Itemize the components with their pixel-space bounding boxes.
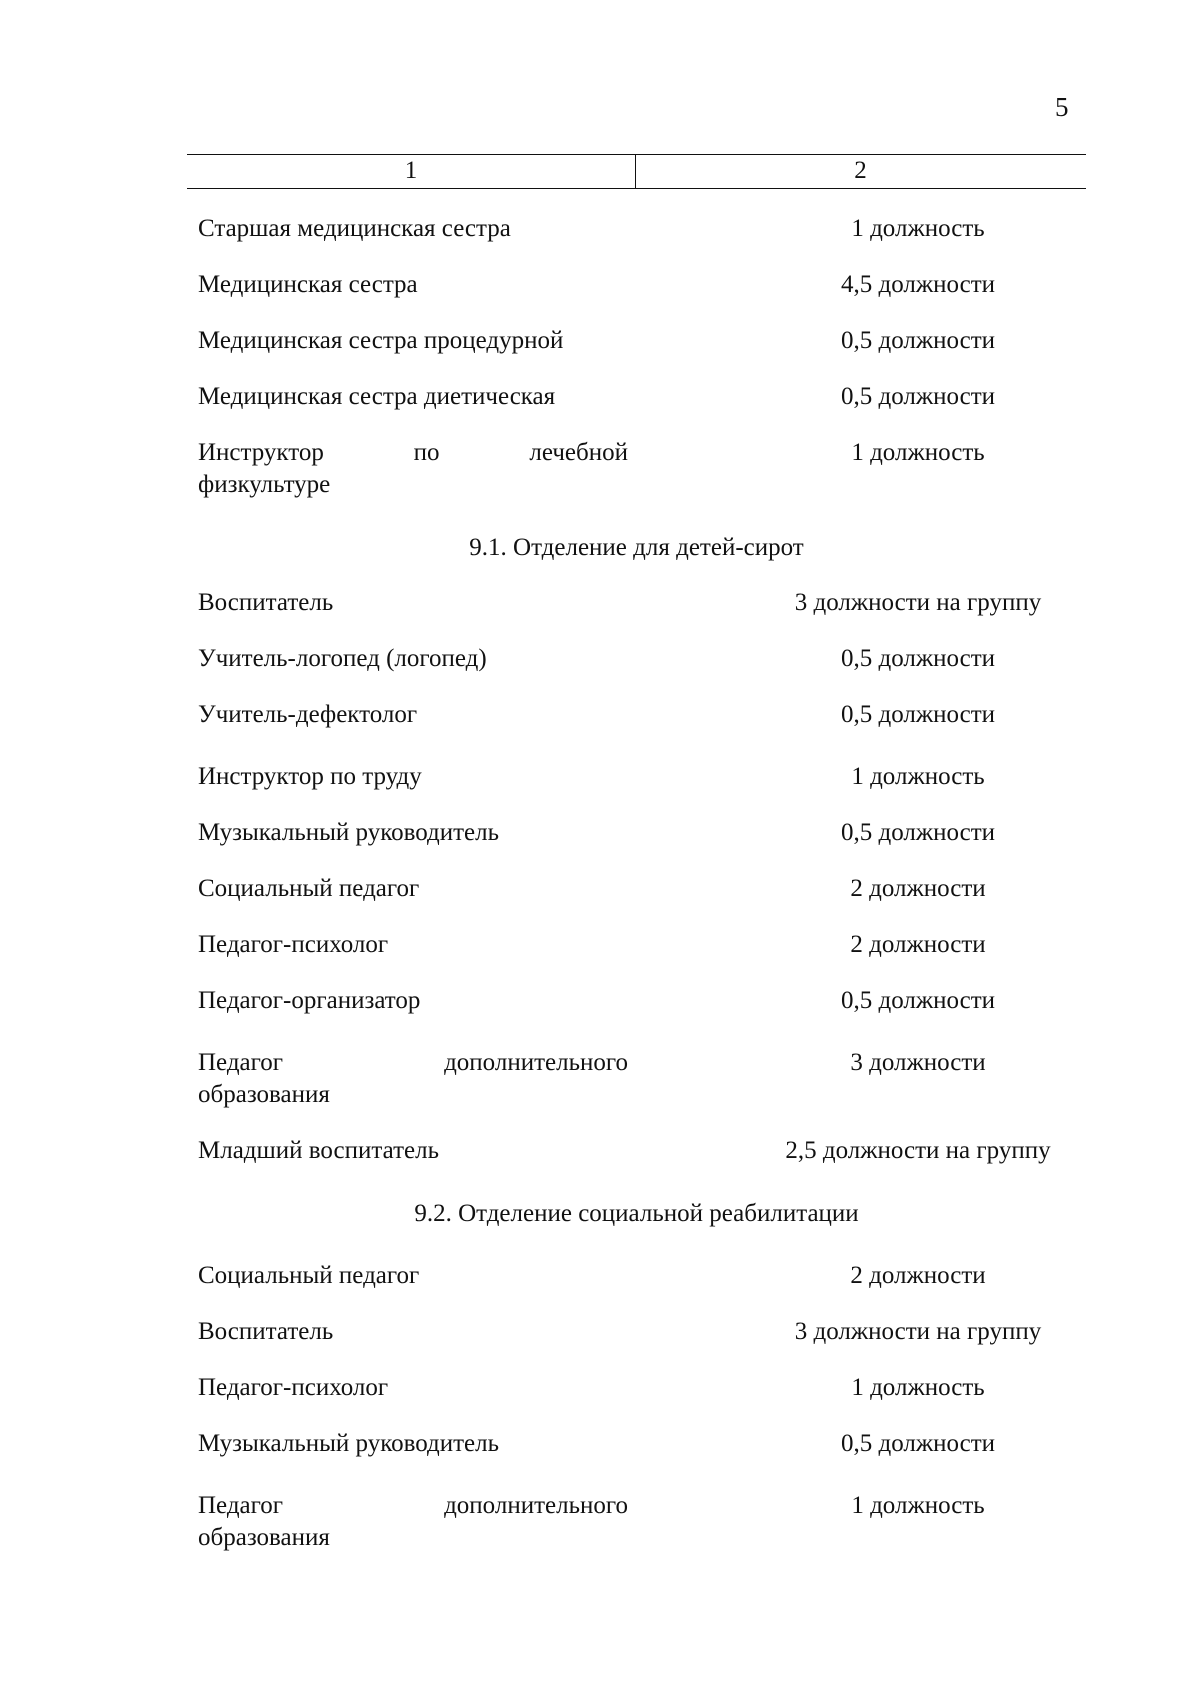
position-count: 0,5 должности xyxy=(840,645,996,672)
name-line2: физкультуре xyxy=(198,471,331,498)
position-name: Социальный педагог xyxy=(198,875,420,902)
position-name xyxy=(198,1047,628,1111)
position-count: 0,5 должности xyxy=(840,1430,996,1457)
position-name: Старшая медицинская сестра xyxy=(198,215,511,242)
position-count: 4,5 должности xyxy=(840,271,996,298)
position-count: 0,5 должности xyxy=(840,819,996,846)
position-name: Воспитатель xyxy=(198,589,334,616)
position-name xyxy=(198,1490,628,1554)
table-header xyxy=(187,154,1086,189)
position-count: 0,5 должности xyxy=(840,987,996,1014)
position-count: 3 должности на группу xyxy=(794,589,1042,616)
position-count: 1 должность xyxy=(851,439,985,466)
position-name: Медицинская сестра диетическая xyxy=(198,383,556,410)
position-count: 0,5 должности xyxy=(840,701,996,728)
name-word: Педагог xyxy=(198,1049,284,1076)
position-count: 3 должности на группу xyxy=(794,1318,1042,1345)
position-name: Инструктор по труду xyxy=(198,763,422,790)
name-word: лечебной xyxy=(529,439,628,466)
position-count: 1 должность xyxy=(851,1492,985,1519)
position-count: 2 должности xyxy=(850,931,986,958)
position-count: 2,5 должности на группу xyxy=(785,1137,1051,1164)
name-word: по xyxy=(413,439,440,466)
position-count: 1 должность xyxy=(851,215,985,242)
name-word: Педагог xyxy=(198,1492,284,1519)
position-count: 3 должности xyxy=(850,1049,986,1076)
name-word: Инструктор xyxy=(198,439,324,466)
section-title: 9.2. Отделение социальной реабилитации xyxy=(414,1200,859,1227)
position-count: 1 должность xyxy=(851,763,985,790)
position-name: Социальный педагог xyxy=(198,1262,420,1289)
position-name: Воспитатель xyxy=(198,1318,334,1345)
position-count: 0,5 должности xyxy=(840,327,996,354)
position-count: 2 должности xyxy=(850,875,986,902)
position-name: Педагог-психолог xyxy=(198,931,389,958)
position-name: Учитель-логопед (логопед) xyxy=(198,645,487,672)
name-line2: образования xyxy=(198,1524,330,1551)
page-number: 5 xyxy=(1055,92,1069,122)
position-name: Медицинская сестра процедурной xyxy=(198,327,564,354)
table-header-col1: 1 xyxy=(404,157,418,184)
position-count: 0,5 должности xyxy=(840,383,996,410)
position-name: Педагог-психолог xyxy=(198,1374,389,1401)
position-name: Музыкальный руководитель xyxy=(198,1430,500,1457)
position-name: Учитель-дефектолог xyxy=(198,701,418,728)
position-name: Медицинская сестра xyxy=(198,271,418,298)
position-name: Музыкальный руководитель xyxy=(198,819,500,846)
name-line2: образования xyxy=(198,1081,330,1108)
name-word: дополнительного xyxy=(444,1049,628,1076)
name-word: дополнительного xyxy=(444,1492,628,1519)
position-name xyxy=(198,437,628,501)
section-title: 9.1. Отделение для детей-сирот xyxy=(469,534,804,561)
position-name: Педагог-организатор xyxy=(198,987,421,1014)
position-name: Младший воспитатель xyxy=(198,1137,439,1164)
position-count: 2 должности xyxy=(850,1262,986,1289)
position-count: 1 должность xyxy=(851,1374,985,1401)
table-header-col2: 2 xyxy=(854,157,867,184)
